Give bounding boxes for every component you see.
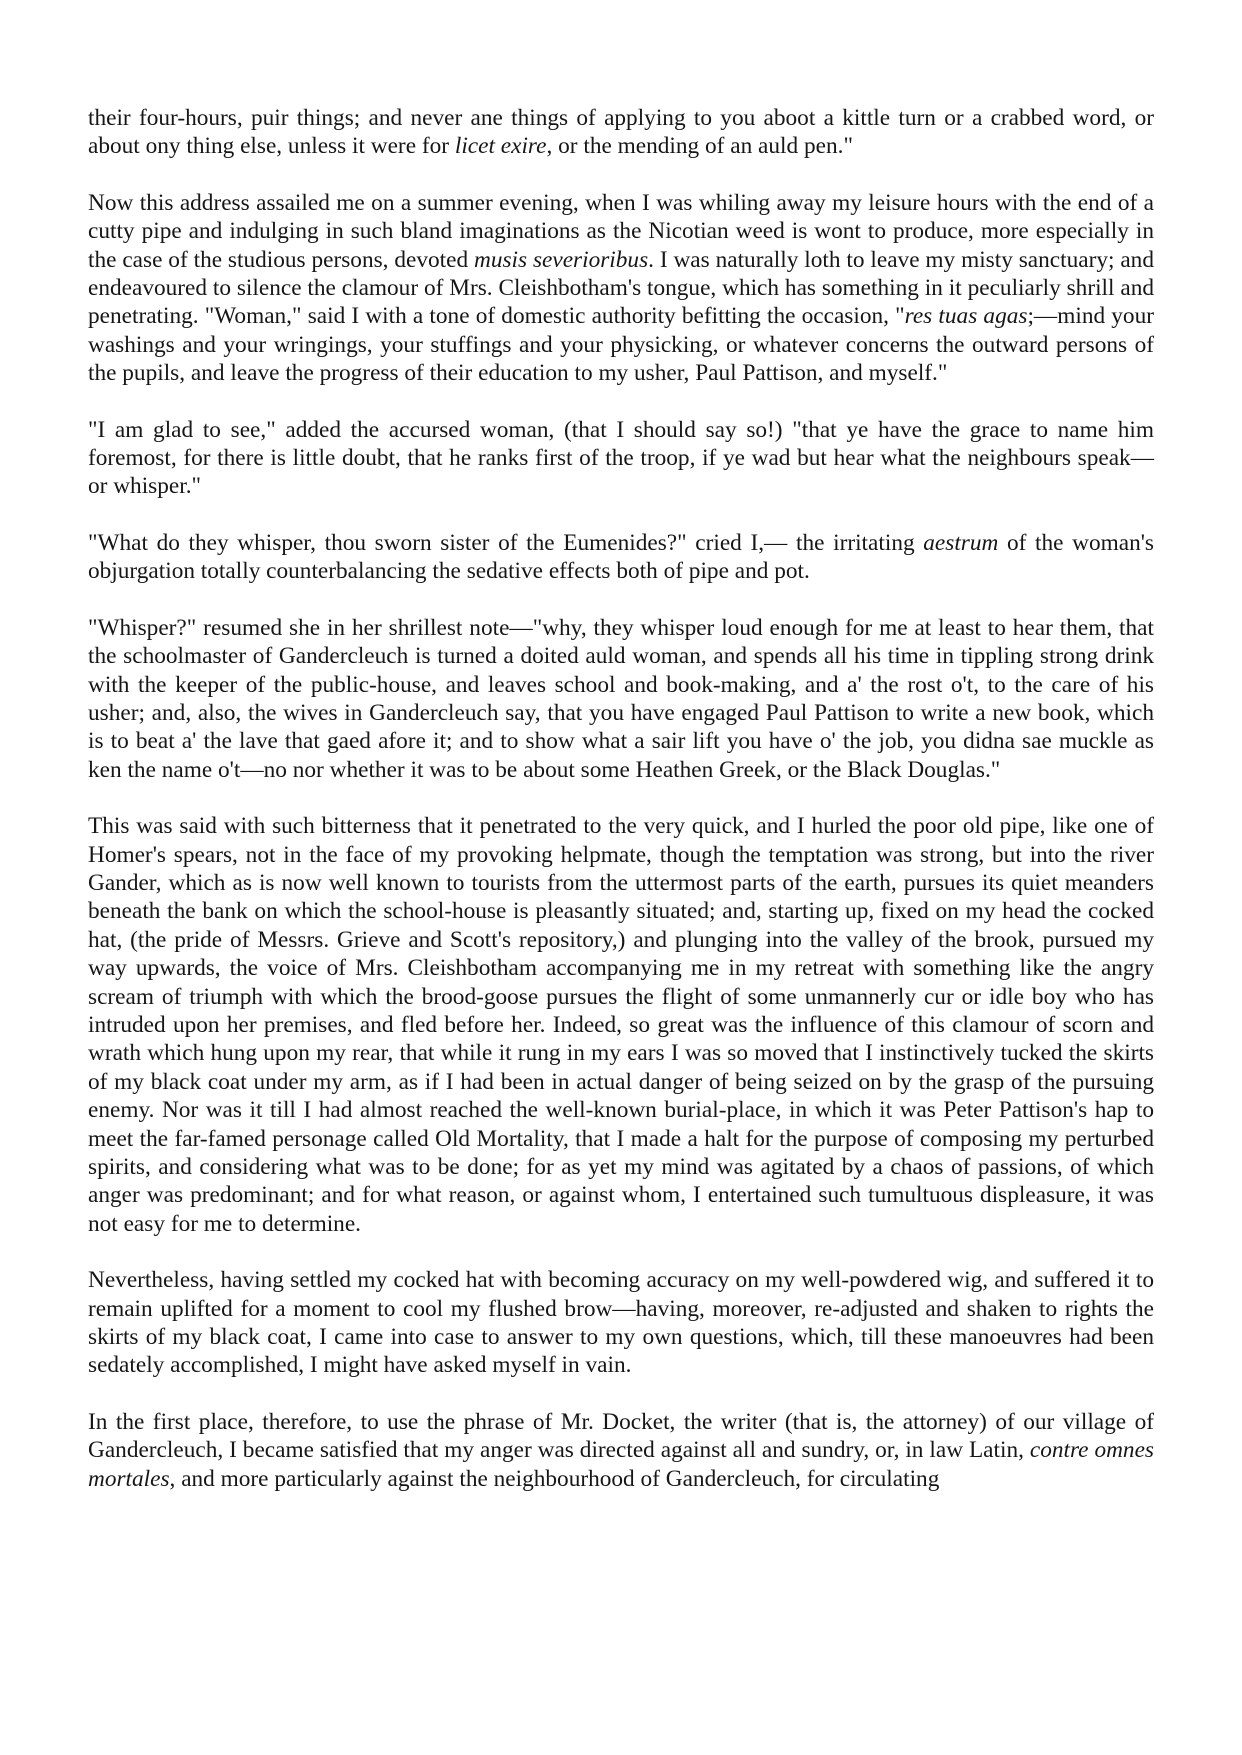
paragraph-text: "Whisper?" resumed she in her shrillest note—"why, they whisper loud enough for me at least to hear them, that the schoolmaster of Gandercleuch is turned a doited auld woman, and spends all his time in tippling strong drink with the keeper of the public-house, and leaves school and book-making, and a' the rost o't, to the care of his usher; and, also, the wives in Gandercleuch say, that you have engaged Paul Pattison to write a new book, which is to beat a' the lave that gaed afore it; and to show what a sair lift you have o' the job, you didna sae muckle as ken the name o't—no nor whether it was to be about some Heathen Greek, or the Black Douglas." (88, 614, 1154, 783)
paragraph-text: , and more particularly against the neighbourhood of Gandercleuch, for circulating (169, 1465, 940, 1492)
document-page (88, 104, 1154, 1493)
paragraph-text: "I am glad to see," added the accursed woman, (that I should say so!) "that ye have the grace to name him foremost, for there is little doubt, that he ranks first of the troop, if ye wad but hear what the neighbours speak—or whisper." (88, 416, 1154, 500)
paragraph-6 (88, 812, 1154, 1238)
paragraph-text: Now this address assailed me on a summer evening, when I was whiling away my leisure hours with the end of a cutty pipe and indulging in such bland imaginations as the Nicotian weed is wont to produce, more especially in the case of the studious persons, devoted (88, 189, 1154, 273)
paragraph-2 (88, 189, 1154, 388)
paragraph-1 (88, 104, 1154, 161)
paragraph-text: Nevertheless, having settled my cocked hat with becoming accuracy on my well-powdered wig, and suffered it to remain uplifted for a moment to cool my flushed brow—having, moreover, re-adjusted and shaken to rights the skirts of my black coat, I came into case to answer to my own questions, which, till these manoeuvres had been sedately accomplished, I might have asked myself in vain. (88, 1267, 1154, 1379)
paragraph-text: This was said with such bitterness that it penetrated to the very quick, and I hurled the poor old pipe, like one of Homer's spears, not in the face of my provoking helpmate, though the temptation was strong, but into the river Gander, which as is now well known to tourists from the uttermost parts of the earth, pursues its quiet meanders beneath the bank on which the school-house is pleasantly situated; and, starting up, fixed on my head the cocked hat, (the pride of Messrs. Grieve and Scott's repository,) and plunging into the valley of the brook, pursued my way upwards, the voice of Mrs. Cleishbotham accompanying me in my retreat with something like the angry scream of triumph with which the brood-goose pursues the flight of some unmannerly cur or idle boy who has intruded upon her premises, and fled before her. Indeed, so great was the influence of this clamour of scorn and wrath which hung upon my rear, that while it rung in my ears I was so moved that I instinctively tucked the skirts of my black coat under my arm, as if I had been in actual danger of being seized on by the grasp of the pursuing enemy. Nor was it till I had almost reached the well-known burial-place, in which it was Peter Pattison's hap to meet the far-famed personage called Old Mortality, that I made a halt for the purpose of composing my perturbed spirits, and considering what was to be done; for as yet my mind was agitated by a chaos of passions, of which anger was predominant; and for what reason, or against whom, I entertained such tumultuous displeasure, it was not easy for me to determine. (88, 813, 1154, 1237)
italic-phrase: res tuas agas (904, 303, 1028, 330)
italic-phrase: musis severioribus (474, 246, 649, 273)
paragraph-text: In the first place, therefore, to use the phrase of Mr. Docket, the writer (that is, the attorney) of our village of Gandercleuch, I became satisfied that my anger was directed against all and sundry, or, in law Latin, (88, 1408, 1154, 1464)
paragraph-3 (88, 416, 1154, 501)
paragraph-text: ;—mind your washings and your wringings, your stuffings and your physicking, or whatever concerns the outward persons of the pupils, and leave the progress of their education to my usher, Paul Pattison, and myself." (88, 303, 1154, 387)
paragraph-7 (88, 1266, 1154, 1380)
paragraph-text: their four-hours, puir things; and never ane things of applying to you aboot a kittle turn or a crabbed word, or about ony thing else, unless it were for (88, 105, 1154, 160)
paragraph-text: of the woman's objurgation totally counterbalancing the sedative effects both of pipe and pot. (88, 529, 1154, 585)
paragraph-8 (88, 1408, 1154, 1493)
paragraph-text: , or the mending of an auld pen." (546, 133, 853, 160)
paragraph-4 (88, 529, 1154, 586)
italic-phrase: aestrum (923, 529, 999, 556)
italic-phrase: contre omnes mortales (88, 1437, 1154, 1492)
paragraph-text: . I was naturally loth to leave my misty sanctuary; and endeavoured to silence the clamour of Mrs. Cleishbotham's tongue, which has something in it peculiarly shrill and penetrating. "Woman," said I with a tone of domestic authority befitting the occasion, " (88, 246, 1154, 330)
paragraph-5 (88, 614, 1154, 784)
italic-phrase: licet exire (454, 133, 547, 160)
paragraph-text: "What do they whisper, thou sworn sister of the Eumenides?" cried I,— the irritating (88, 529, 924, 556)
